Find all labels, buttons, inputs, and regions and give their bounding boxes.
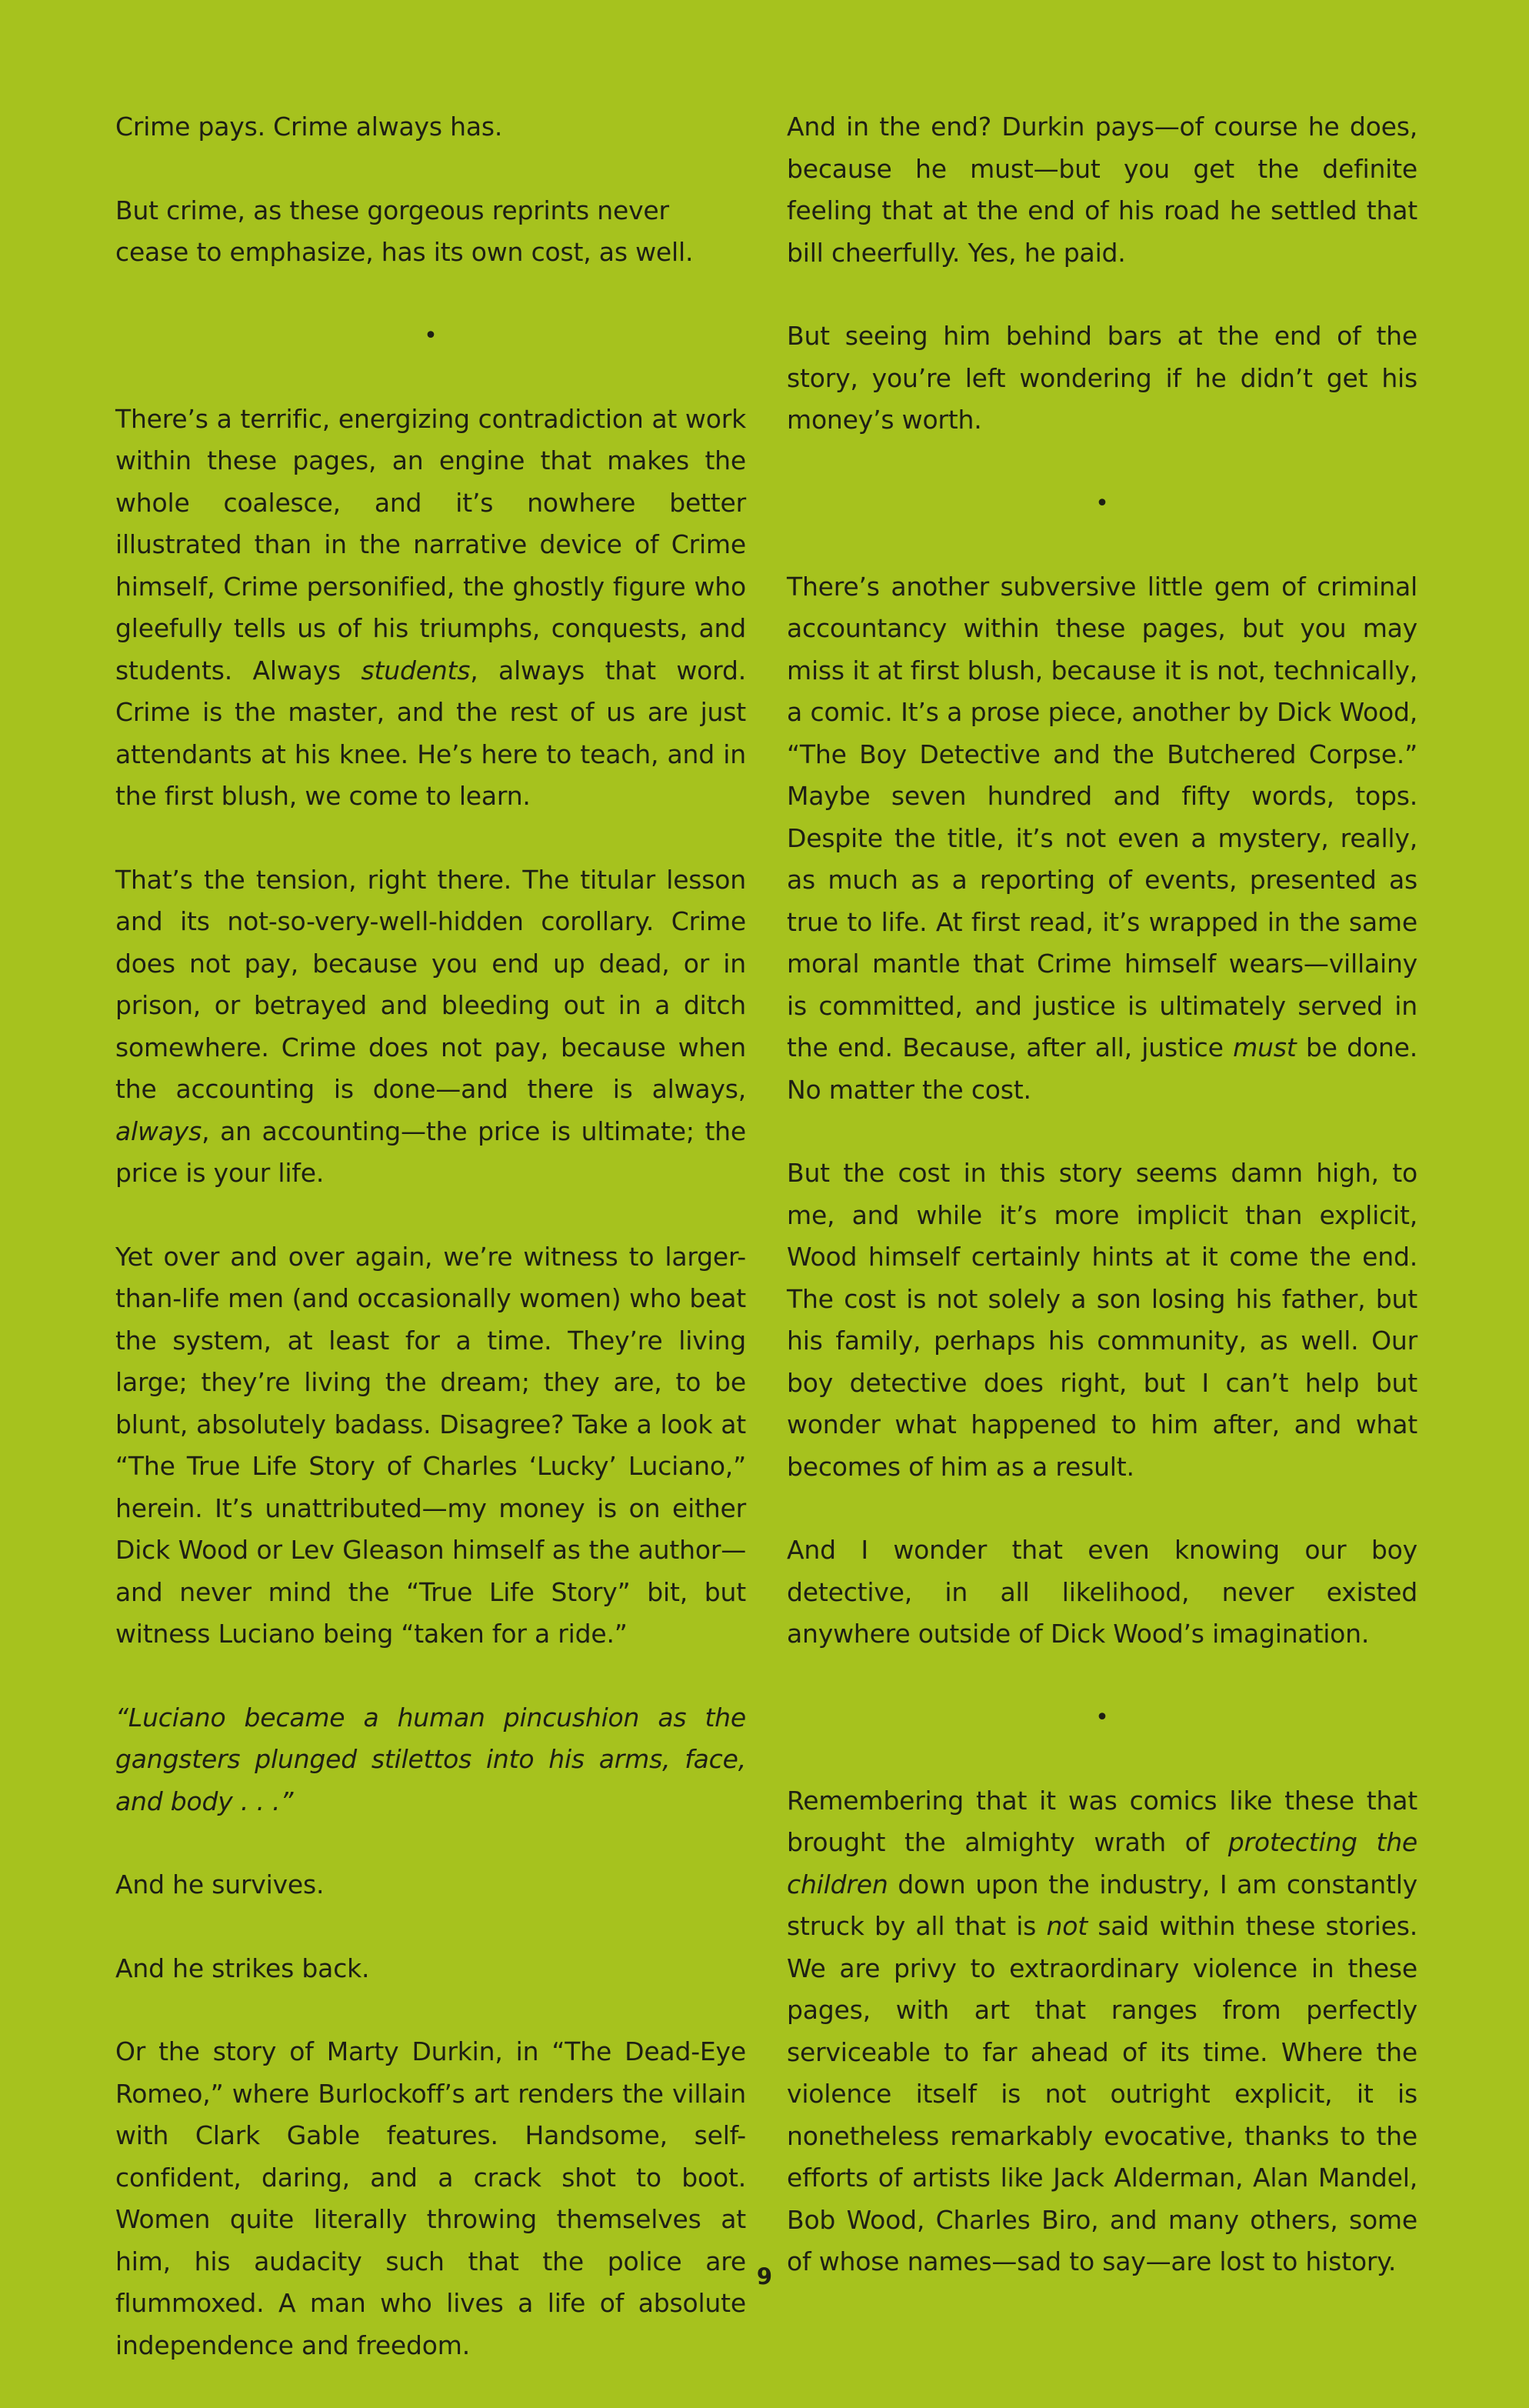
paragraph: Yet over and over again, we’re witness to larger-than-life men (and occasionally women) who beat the system, at least for a time. They’re living large; they’re living the dream; they are, to be blunt, absolutely badass. Disagree? Take a look at “The True Life Story of Charles ‘Lucky’ Luciano,” herein. It’s unattributed—my money is on either Dick Wood or Lev Gleason himself as the author—and never mind the “True Life Story” bit, but witness Luciano being “taken for a ride.” bbox=[115, 1241, 746, 1649]
paragraph: But seeing him behind bars at the end of the story, you’re left wondering if he didn’t get his money’s worth. bbox=[787, 321, 1417, 435]
section-separator: • bbox=[1095, 489, 1109, 517]
left-column bbox=[115, 106, 746, 2408]
emphasis: always bbox=[115, 1116, 202, 1146]
emphasis: protecting the children bbox=[787, 1827, 1418, 1899]
emphasis: students bbox=[361, 655, 471, 685]
paragraph: Remembering that it was comics like these that brought the almighty wrath of protecting the children down upon the industry, I am constantly struck by all that is not said within these stories. We are privy to extraordinary violence in these pages, with art that ranges from perfectly serviceable to far ahead of its time. Where the violence itself is not outright explicit, it is nonetheless remarkably evocative, thanks to the efforts of artists like Jack Alderman, Alan Mandel, Bob Wood, Charles Biro, and many others, some of whose names—sad to say—are lost to history. bbox=[787, 1785, 1418, 2276]
paragraph: And he survives. bbox=[115, 1869, 325, 1899]
paragraph: Crime pays. Crime always has. bbox=[115, 112, 503, 142]
paragraph: And in the end? Durkin pays—of course he does, because he must—but you get the definite feeling that at the end of his road he settled that bill cheerfully. Yes, he paid. bbox=[787, 112, 1417, 268]
paragraph: Or the story of Marty Durkin, in “The Dead-Eye Romeo,” where Burlockoff’s art renders the villain with Clark Gable features. Handsome, self-confident, daring, and a crack shot to boot. Women quite literally throwing themselves at him, his audacity such that the police are flummoxed. A man who lives a life of absolute independence and freedom. bbox=[115, 2036, 746, 2360]
page-number: 9 bbox=[756, 2263, 773, 2290]
right-column bbox=[787, 106, 1417, 2325]
section-separator: • bbox=[1095, 1703, 1109, 1731]
emphasis: not bbox=[1046, 1911, 1088, 1941]
paragraph: But the cost in this story seems damn high, to me, and while it’s more implicit than explicit, Wood himself certainly hints at it come the end. The cost is not solely a son losing his father, but his family, perhaps his community, as well. Our boy detective does right, but I can’t help but wonder what happened to him after, and what becomes of him as a result. bbox=[787, 1158, 1417, 1482]
section-separator: • bbox=[424, 322, 438, 349]
paragraph: And I wonder that even knowing our boy detective, in all likelihood, never existed anywhere outside of Dick Wood’s imagination. bbox=[787, 1535, 1417, 1649]
paragraph: There’s another subversive little gem of criminal accountancy within these pages, but you may miss it at first blush, because it is not, technically, a comic. It’s a prose piece, another by Dick Wood, “The Boy Detective and the Butchered Corpse.” Maybe seven hundred and fifty words, tops. Despite the title, it’s not even a mystery, really, as much as a reporting of events, presented as true to life. At first read, it’s wrapped in the same moral mantle that Crime himself wears—villainy is committed, and justice is ultimately served in the end. Because, after all, justice must be done. No matter the cost. bbox=[787, 571, 1417, 1105]
paragraph: But crime, as these gorgeous reprints never cease to emphasize, has its own cost, as well. bbox=[115, 195, 694, 267]
block-quote: “Luciano became a human pincushion as the gangsters plunged stilettos into his arms, face, and body . . .” bbox=[115, 1702, 746, 1816]
paragraph: That’s the tension, right there. The titular lesson and its not-so-very-well-hidden corollary. Crime does not pay, because you end up dead, or in prison, or betrayed and bleeding out in a ditch somewhere. Crime does not pay, because when the accounting is done—and there is always, always, an accounting—the price is ultimate; the price is your life. bbox=[115, 864, 746, 1188]
paragraph: There’s a terrific, energizing contradiction at work within these pages, an engine that makes the whole coalesce, and it’s nowhere better illustrated than in the narrative device of Crime himself, Crime personified, the ghostly figure who gleefully tells us of his triumphs, conquests, and students. Always students, always that word. Crime is the master, and the rest of us are just attendants at his knee. He’s here to teach, and in the first blush, we come to learn. bbox=[115, 403, 746, 811]
paragraph: And he strikes back. bbox=[115, 1953, 370, 1983]
emphasis: must bbox=[1233, 1032, 1297, 1062]
